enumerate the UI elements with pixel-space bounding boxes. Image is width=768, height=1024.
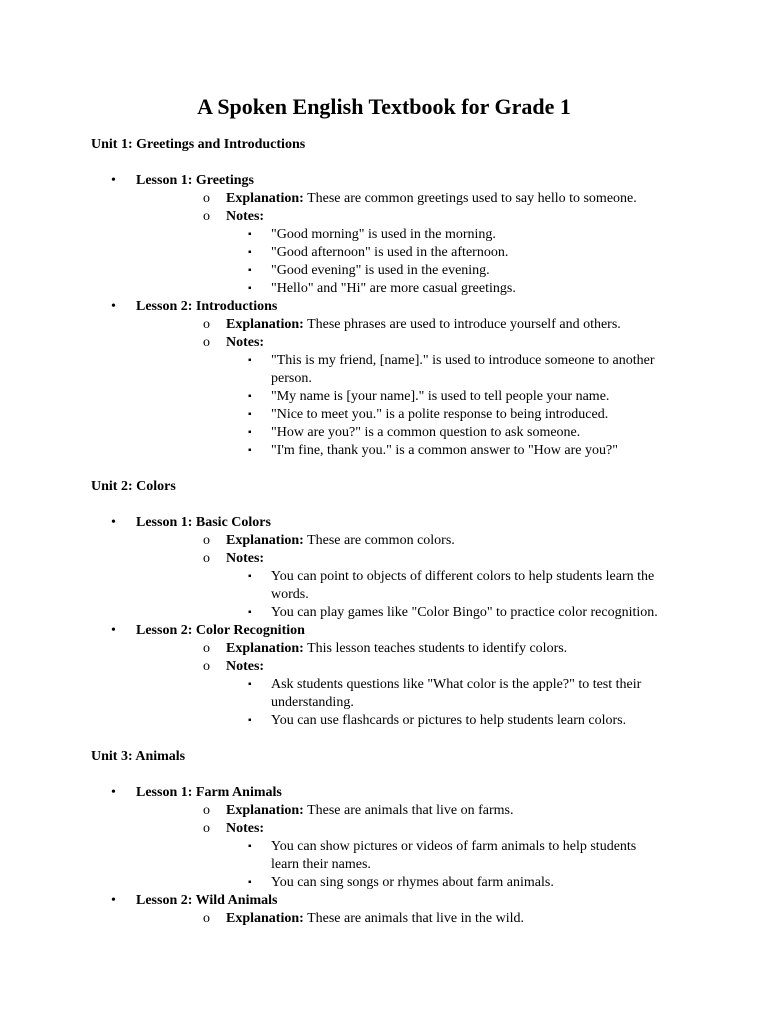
bullet-square: ▪: [248, 283, 252, 294]
explanation-text: These phrases are used to introduce yourself and others.: [307, 317, 621, 332]
note-item: [136, 838, 691, 874]
note-text: "Good afternoon" is used in the afternoon.: [271, 245, 509, 260]
bullet-square: ▪: [248, 715, 252, 726]
note-text: "Nice to meet you." is a polite response to being introduced.: [271, 407, 609, 422]
explanation-text: These are common greetings used to say hello to someone.: [307, 191, 637, 206]
bullet-square: ▪: [248, 841, 252, 852]
lesson-item: [91, 172, 691, 298]
lesson-title: Lesson 1: Greetings: [136, 173, 254, 188]
bullet-square: ▪: [248, 679, 252, 690]
note-item: [136, 568, 691, 604]
bullet-disc: •: [111, 299, 116, 314]
bullet-circle: o: [203, 335, 210, 350]
bullet-square: ▪: [248, 877, 252, 888]
bullet-circle: o: [203, 209, 210, 224]
lesson-list: [91, 514, 691, 730]
bullet-circle: o: [203, 191, 210, 206]
lesson-sublist: [136, 316, 691, 460]
notes-label: Notes:: [226, 209, 265, 224]
notes-label: Notes:: [226, 335, 265, 350]
lesson-title: Lesson 2: Color Recognition: [136, 623, 305, 638]
bullet-disc: •: [111, 515, 116, 530]
explanation-label: Explanation:: [226, 533, 304, 548]
notes-item: [136, 334, 691, 352]
lesson-sublist: [136, 640, 691, 730]
note-item: [136, 244, 691, 262]
bullet-square: ▪: [248, 391, 252, 402]
lesson-title: Lesson 1: Basic Colors: [136, 515, 271, 530]
bullet-square: ▪: [248, 229, 252, 240]
note-item: [136, 604, 691, 622]
note-text: "Hello" and "Hi" are more casual greetings.: [271, 281, 516, 296]
note-item: [136, 676, 691, 712]
bullet-disc: •: [111, 785, 116, 800]
bullet-disc: •: [111, 893, 116, 908]
bullet-circle: o: [203, 551, 210, 566]
page-title: A Spoken English Textbook for Grade 1: [197, 94, 571, 119]
note-item: [136, 442, 691, 460]
explanation-label: Explanation:: [226, 317, 304, 332]
lesson-list: [91, 172, 691, 460]
lesson-title: Lesson 2: Introductions: [136, 299, 278, 314]
bullet-circle: o: [203, 803, 210, 818]
bullet-square: ▪: [248, 445, 252, 456]
bullet-circle: o: [203, 317, 210, 332]
lesson-item: [91, 298, 691, 460]
explanation-label: Explanation:: [226, 803, 304, 818]
document-body: [91, 136, 691, 946]
notes-item: [136, 820, 691, 838]
explanation-item: [136, 910, 691, 928]
bullet-square: ▪: [248, 355, 252, 366]
lesson-sublist: [136, 190, 691, 298]
lesson-item: [91, 622, 691, 730]
explanation-item: [136, 532, 691, 550]
unit-heading: Unit 1: Greetings and Introductions: [91, 137, 306, 152]
notes-item: [136, 208, 691, 226]
note-item: [136, 352, 691, 388]
note-item: [136, 280, 691, 298]
lesson-item: [91, 784, 691, 892]
note-text: "Good morning" is used in the morning.: [271, 227, 496, 242]
explanation-item: [136, 640, 691, 658]
bullet-square: ▪: [248, 571, 252, 582]
note-text: "How are you?" is a common question to ask someone.: [271, 425, 581, 440]
bullet-circle: o: [203, 641, 210, 656]
explanation-text: These are animals that live on farms.: [307, 803, 514, 818]
note-text: You can sing songs or rhymes about farm animals.: [271, 875, 554, 890]
explanation-text: These are common colors.: [307, 533, 455, 548]
note-text: "This is my friend, [name]." is used to introduce someone to another person.: [271, 353, 655, 386]
lesson-title: Lesson 2: Wild Animals: [136, 893, 278, 908]
bullet-disc: •: [111, 173, 116, 188]
bullet-square: ▪: [248, 607, 252, 618]
bullet-circle: o: [203, 533, 210, 548]
note-item: [136, 262, 691, 280]
bullet-square: ▪: [248, 247, 252, 258]
bullet-square: ▪: [248, 409, 252, 420]
explanation-text: These are animals that live in the wild.: [307, 911, 524, 926]
unit-heading: Unit 2: Colors: [91, 479, 176, 494]
bullet-square: ▪: [248, 427, 252, 438]
note-text: "My name is [your name]." is used to tell people your name.: [271, 389, 610, 404]
explanation-item: [136, 190, 691, 208]
lesson-sublist: [136, 802, 691, 892]
explanation-label: Explanation:: [226, 911, 304, 926]
note-text: Ask students questions like "What color is the apple?" to test their understanding.: [271, 677, 642, 710]
lesson-title: Lesson 1: Farm Animals: [136, 785, 282, 800]
lesson-sublist: [136, 910, 691, 928]
bullet-square: ▪: [248, 265, 252, 276]
unit-heading: Unit 3: Animals: [91, 749, 186, 764]
note-item: [136, 388, 691, 406]
explanation-item: [136, 316, 691, 334]
notes-label: Notes:: [226, 551, 265, 566]
explanation-item: [136, 802, 691, 820]
note-text: You can point to objects of different colors to help students learn the words.: [271, 569, 655, 602]
bullet-disc: •: [111, 623, 116, 638]
explanation-label: Explanation:: [226, 191, 304, 206]
note-item: [136, 226, 691, 244]
lesson-item: [91, 514, 691, 622]
note-item: [136, 874, 691, 892]
note-text: You can play games like "Color Bingo" to practice color recognition.: [271, 605, 658, 620]
note-item: [136, 712, 691, 730]
lesson-sublist: [136, 532, 691, 622]
note-text: You can show pictures or videos of farm animals to help students learn their names.: [271, 839, 637, 872]
note-text: "I'm fine, thank you." is a common answer to "How are you?": [271, 443, 618, 458]
notes-label: Notes:: [226, 821, 265, 836]
explanation-text: This lesson teaches students to identify colors.: [307, 641, 568, 656]
lesson-item: [91, 892, 691, 928]
notes-label: Notes:: [226, 659, 265, 674]
notes-item: [136, 658, 691, 676]
lesson-list: [91, 784, 691, 928]
explanation-label: Explanation:: [226, 641, 304, 656]
bullet-circle: o: [203, 821, 210, 836]
note-item: [136, 424, 691, 442]
bullet-circle: o: [203, 911, 210, 926]
note-text: You can use flashcards or pictures to help students learn colors.: [271, 713, 627, 728]
note-item: [136, 406, 691, 424]
note-text: "Good evening" is used in the evening.: [271, 263, 490, 278]
bullet-circle: o: [203, 659, 210, 674]
notes-item: [136, 550, 691, 568]
